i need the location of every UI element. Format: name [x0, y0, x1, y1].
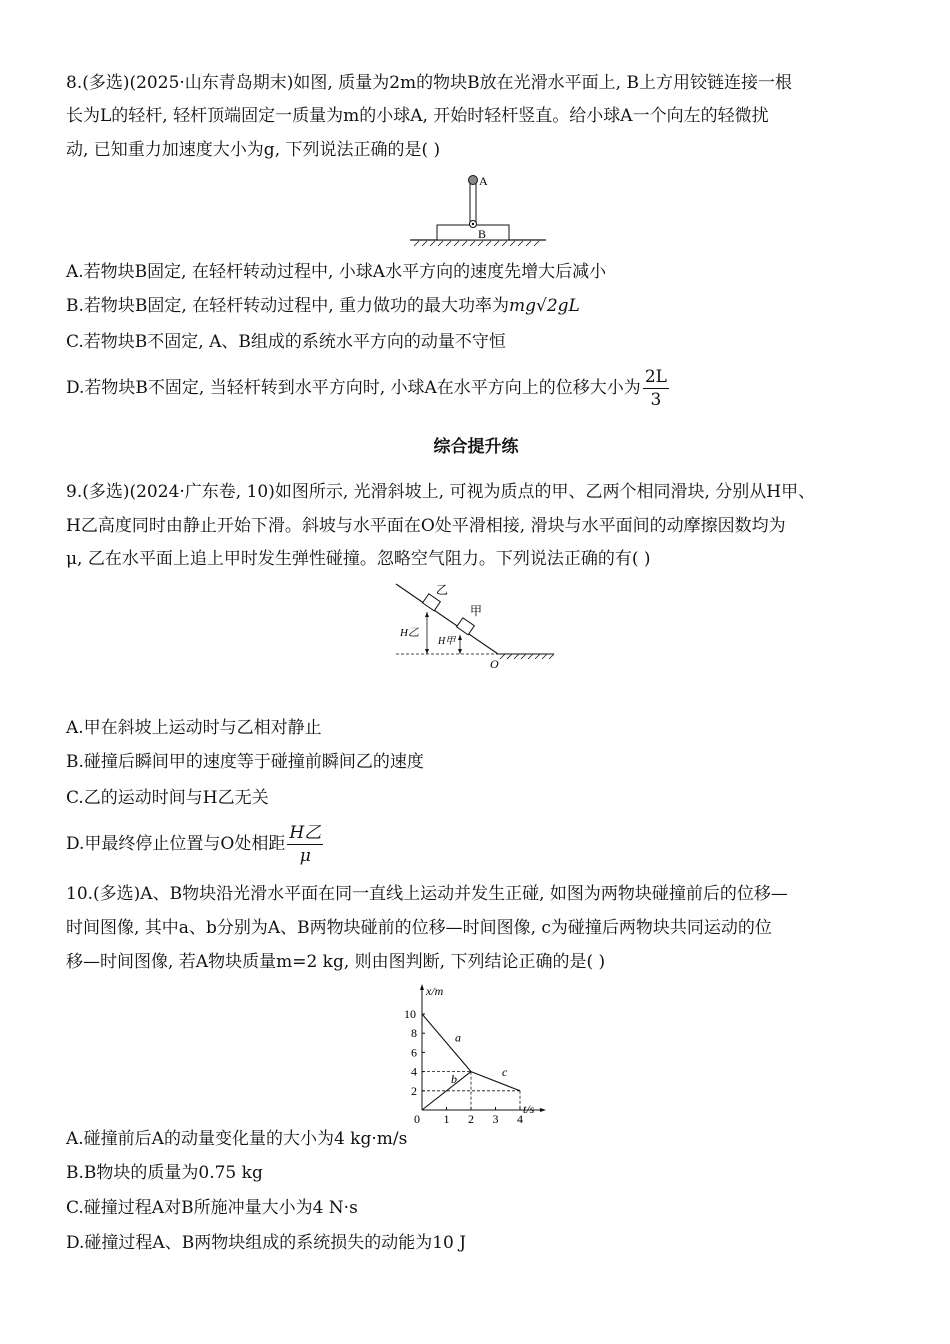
q8-option-b-formula: mg√2gL	[509, 296, 580, 316]
q8-option-b-text: B.若物块B固定, 在轻杆转动过程中, 重力做功的最大功率为	[66, 296, 510, 316]
q8-label-a: A	[479, 174, 488, 188]
q9-stem-line-2: H乙高度同时由静止开始下滑。斜坡与水平面在O处平滑相接, 滑块与水平面间的动摩擦因数均为	[66, 516, 786, 536]
x-tick-label: 4	[517, 1112, 523, 1126]
q9-option-c: C.乙的运动时间与H乙无关	[66, 788, 269, 808]
q10-option-d: D.碰撞过程A、B两物块组成的系统损失的动能为10 J	[66, 1233, 467, 1253]
x-tick-label: 2	[468, 1112, 474, 1126]
series-label-a: a	[454, 1030, 461, 1045]
y-tick-label: 4	[411, 1064, 417, 1079]
q9-label-o: O	[490, 657, 499, 671]
q10-stem-line-3: 移—时间图像, 若A物块质量m=2 kg, 则由图判断, 下列结论正确的是( )	[66, 952, 606, 972]
section-title: 综合提升练	[433, 437, 519, 457]
q8-stem-line-3: 动, 已知重力加速度大小为g, 下列说法正确的是( )	[66, 140, 441, 160]
y-tick-label: 8	[411, 1026, 417, 1041]
q8-option-a: A.若物块B固定, 在轻杆转动过程中, 小球A水平方向的速度先增大后减小	[66, 262, 607, 282]
q9-option-d-denominator: μ	[299, 846, 311, 866]
q8-option-b	[66, 293, 580, 319]
q10-option-c: C.碰撞过程A对B所施冲量大小为4 N·s	[66, 1198, 358, 1218]
q9-label-yi: 乙	[436, 583, 449, 597]
q8-option-d-denominator: 3	[650, 390, 662, 410]
q9-stem-line-1: 9.(多选)(2024·广东卷, 10)如图所示, 光滑斜坡上, 可视为质点的甲、乙两个相同滑块, 分别从H甲、	[66, 482, 816, 502]
q9-label-h-yi: H乙	[400, 627, 419, 639]
series-label-c: c	[501, 1065, 508, 1080]
q8-option-d-fraction	[643, 366, 669, 411]
q9-figure	[394, 580, 556, 672]
q8-stem-line-2: 长为L的轻杆, 轻杆顶端固定一质量为m的小球A, 开始时轻杆竖直。给小球A一个向左的轻微扰	[66, 106, 769, 126]
q8-option-d-text: D.若物块B不固定, 当轻杆转到水平方向时, 小球A在水平方向上的位移大小为	[66, 378, 641, 398]
q9-option-b: B.碰撞后瞬间甲的速度等于碰撞前瞬间乙的速度	[66, 752, 424, 772]
q8-stem-line-1: 8.(多选)(2025·山东青岛期末)如图, 质量为2m的物块B放在光滑水平面上, B上方用铰链连接一根	[66, 73, 792, 93]
series-label-b: b	[450, 1071, 457, 1086]
x-axis-label: t/s	[523, 1102, 535, 1116]
y-tick-label: 6	[411, 1045, 417, 1060]
q9-option-d	[66, 820, 323, 868]
q9-option-d-text: D.甲最终停止位置与O处相距	[66, 834, 286, 854]
q10-option-b: B.B物块的质量为0.75 kg	[66, 1163, 263, 1183]
q9-stem-line-3: μ, 乙在水平面上追上甲时发生弹性碰撞。忽略空气阻力。下列说法正确的有( )	[66, 549, 651, 569]
series-line-c	[471, 1072, 520, 1091]
q9-option-d-fraction	[287, 822, 323, 867]
x-tick-label: 1	[443, 1112, 450, 1126]
x-tick-label: 3	[492, 1112, 499, 1126]
q9-option-d-numerator: H乙	[289, 823, 322, 843]
q8-option-c: C.若物块B不固定, A、B组成的系统水平方向的动量不守恒	[66, 332, 506, 352]
q10-option-a: A.碰撞前后A的动量变化量的大小为4 kg·m/s	[66, 1129, 408, 1149]
q10-stem-line-1: 10.(多选)A、B物块沿光滑水平面在同一直线上运动并发生正碰, 如图为两物块碰撞前后的位移—	[66, 884, 788, 904]
q10-xt-graph	[392, 982, 552, 1126]
q8-option-d-numerator: 2L	[644, 367, 667, 387]
q10-stem-line-2: 时间图像, 其中a、b分别为A、B两物块碰前的位移—时间图像, c为碰撞后两物块共同运动的位	[66, 918, 772, 938]
y-tick-label: 10	[404, 1007, 416, 1021]
q8-option-d	[66, 364, 669, 412]
x-tick-label: 0	[414, 1112, 420, 1126]
q8-label-b: B	[478, 227, 487, 241]
y-tick-label: 2	[411, 1083, 417, 1098]
q8-figure	[410, 172, 560, 248]
q9-label-h-jia: H甲	[438, 636, 456, 647]
q9-label-jia: 甲	[470, 604, 483, 618]
q9-option-a: A.甲在斜坡上运动时与乙相对静止	[66, 718, 322, 738]
series-line-a	[422, 1014, 471, 1072]
y-axis-label: x/m	[426, 984, 444, 998]
